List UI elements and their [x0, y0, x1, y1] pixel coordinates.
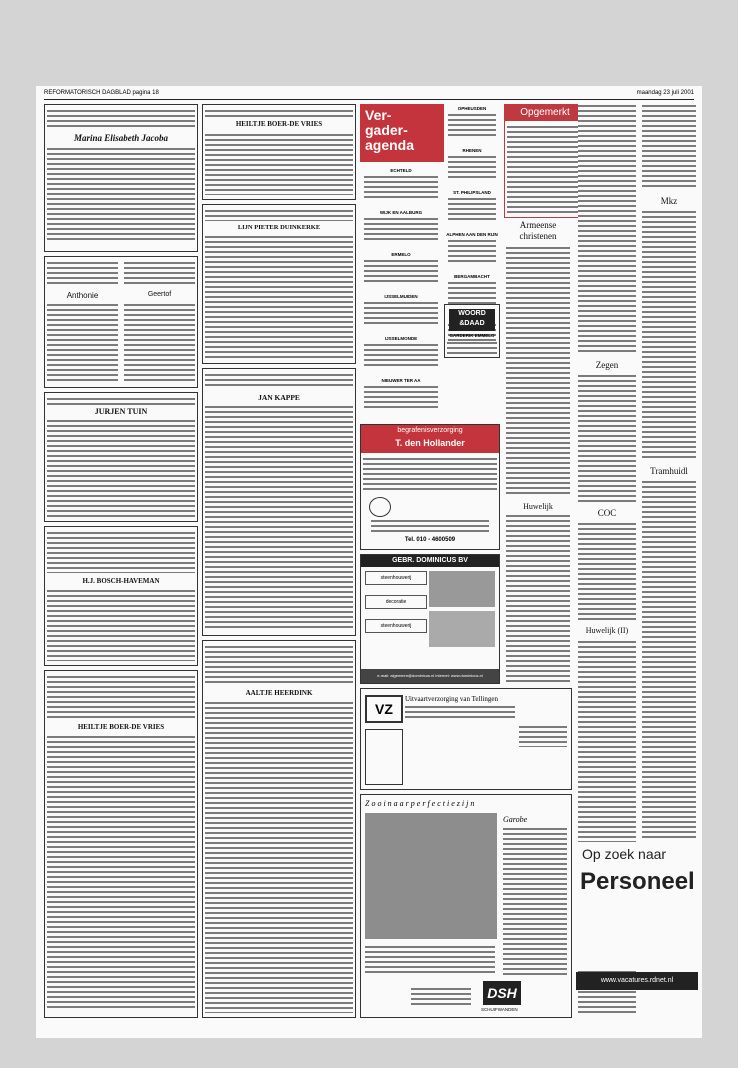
notice-name: HEILTJE BOER-DE VRIES	[235, 120, 323, 128]
agenda-church: RHENEN	[462, 148, 482, 153]
agenda-item	[360, 252, 442, 292]
woord-sub: GARDERIK EMMELO	[449, 333, 495, 338]
agenda-church: ECHTELD	[390, 168, 412, 173]
article-column-4	[504, 220, 572, 686]
agenda-item	[360, 168, 442, 208]
notice-marina	[44, 104, 198, 252]
notice-jurjen	[44, 392, 198, 522]
notice-name: Anthonie	[66, 291, 99, 300]
garobe-ad	[360, 794, 572, 1018]
agenda-item	[444, 190, 500, 230]
agenda-church: ALPHEN AAN DEN RIJN	[446, 232, 498, 237]
notice-aaltje	[202, 640, 356, 1018]
agenda-list-left	[360, 166, 442, 422]
dominicus-ad	[360, 554, 500, 684]
notice-name: AALTJE HEERDINK	[245, 689, 313, 697]
agenda-item	[360, 294, 442, 334]
agenda-church: OPHEUSDEN	[457, 106, 487, 111]
notice-lijn	[202, 204, 356, 364]
article-heading: Armeense christenen	[519, 220, 557, 241]
dominicus-tag: steenhouwerij	[365, 619, 427, 633]
hollander-phone: Tel. 010 - 4600509	[404, 537, 456, 543]
hollander-logo	[369, 497, 391, 517]
hollander-ad	[360, 424, 500, 550]
agenda-church: WIJK EN AALBURG	[379, 210, 423, 215]
dominicus-photo	[429, 611, 495, 647]
agenda-church: BERGAMBACHT	[454, 274, 490, 279]
agenda-item	[360, 378, 442, 418]
header-left: REFORMATORISCH DAGBLAD pagina 18	[44, 90, 159, 96]
dominicus-tag: decoratie	[365, 595, 427, 609]
agenda-title-1: Ver-	[365, 107, 392, 123]
notice-name: JURJEN TUIN	[94, 407, 148, 416]
article-heading: Zegen	[595, 360, 619, 370]
hollander-title: begrafenisverzorging	[397, 427, 463, 434]
tellingen-title: Uitvaartverzorging van Tellingen	[405, 695, 498, 703]
garobe-brand: Garobe	[503, 815, 528, 824]
tellingen-ad	[360, 688, 572, 790]
dsh-logo: DSH	[483, 981, 521, 1005]
dominicus-photo	[429, 571, 495, 607]
agenda-item	[444, 106, 500, 146]
notice-name: Marina Elisabeth Jacoba	[73, 133, 168, 143]
dominicus-name: GEBR. DOMINICUS BV	[361, 555, 499, 567]
article-heading: Tramhuidl	[650, 466, 688, 476]
agenda-church: NIEUWER TER AA	[381, 378, 421, 383]
woord-line-1: WOORD	[458, 310, 486, 317]
agenda-item	[444, 148, 500, 188]
garobe-title: Z o o i n a a r p e r f e c t i e z i j n	[365, 799, 475, 808]
personeel-ad	[576, 842, 698, 1018]
agenda-church: IJSSELMUIDEN	[384, 294, 418, 299]
article-heading: Huwelijk	[523, 502, 553, 511]
woord-line-2: &DAAD	[459, 320, 485, 327]
agenda-church: ST. PHILIPSLAND	[453, 190, 491, 195]
dominicus-web: e-mail: algemeen@dominicus.nl internet: www.dominicus.nl	[361, 669, 499, 683]
hollander-name: T. den Hollander	[395, 438, 465, 448]
article-column-6	[640, 104, 698, 840]
notice-heiltje	[44, 670, 198, 1018]
page-header	[44, 90, 694, 100]
notice-anthonie	[44, 256, 198, 388]
article-heading: Huwelijk (II)	[585, 626, 629, 635]
dsh-sub: SCHUIFWANDEN	[481, 1007, 518, 1012]
agenda-title-3: agenda	[365, 137, 415, 153]
opgemerkt-box	[504, 104, 586, 218]
article-heading: COC	[597, 508, 617, 518]
article-heading: Mkz	[660, 196, 678, 206]
notice-name-2: Geertof	[147, 291, 172, 298]
garobe-photo	[365, 813, 497, 939]
notice-name: LIJN PIETER DUINKERKE	[237, 224, 321, 231]
notice-bosch	[44, 526, 198, 666]
agenda-church: ERMELO	[391, 252, 411, 257]
agenda-item	[444, 232, 500, 272]
tellingen-logo: VZ	[365, 695, 403, 723]
agenda-item	[360, 210, 442, 250]
notice-name: HEILTJE BOER-DE VRIES	[77, 723, 165, 731]
agenda-title-2: gader-	[365, 122, 408, 138]
opgemerkt-title: Opgemerkt	[505, 105, 585, 121]
header-right: maandag 23 juli 2001	[636, 90, 694, 96]
agenda-banner	[360, 104, 444, 162]
agenda-list-right	[444, 104, 500, 422]
personeel-line-2: Personeel	[580, 868, 695, 895]
notice-name: JAN KAPPE	[258, 393, 300, 402]
personeel-web: www.vacatures.rdnet.nl	[576, 972, 698, 990]
notice-heiltje-2	[202, 104, 356, 200]
agenda-church: IJSSELMONDE	[384, 336, 418, 341]
woord-daad-ad	[444, 304, 500, 358]
personeel-line-1: Op zoek naar	[582, 846, 667, 862]
agenda-item	[360, 336, 442, 376]
tellingen-phone-box	[365, 729, 403, 785]
notice-jan-kappe	[202, 368, 356, 636]
notice-name: H.J. BOSCH-HAVEMAN	[82, 577, 160, 585]
dominicus-tag: steenhouwerij	[365, 571, 427, 585]
